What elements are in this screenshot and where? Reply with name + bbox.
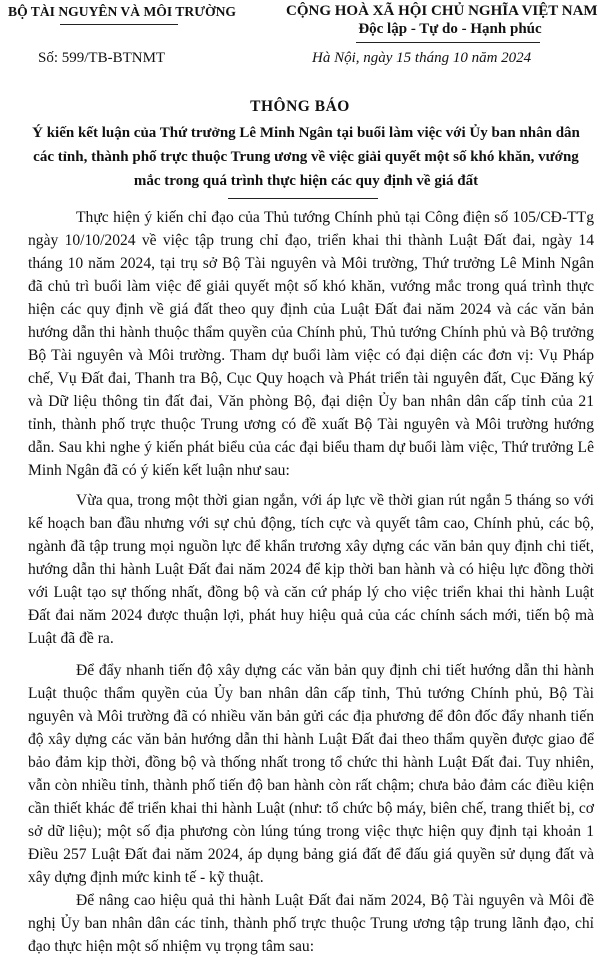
document-type: THÔNG BÁO xyxy=(250,98,350,115)
national-title: CỘNG HOÀ XÃ HỘI CHỦ NGHĨA VIỆT NAM xyxy=(286,3,598,19)
motto-underline xyxy=(356,42,540,43)
body-paragraph: Để đẩy nhanh tiến độ xây dựng các văn bản quy định chi tiết hướng dẫn thi hành Luật thuộc thẩm quyền của Ủy ban nhân dân cấp tỉnh, Thủ tướng Chính phủ, Bộ Tài nguyên và Môi trường đã có nhiều văn bản gửi các địa phương để đôn đốc đẩy nhanh tiến độ xây dựng các văn bản hướng dẫn thi hành Luật Đất đai theo thẩm quyền được giao để bảo đảm kịp thời, đồng bộ và thống nhất trong tổ chức thi hành Luật Đất đai. Tuy nhiên, vẫn còn nhiều tỉnh, thành phố tiến độ ban hành còn rất chậm; chưa bảo đảm các điều kiện cần thiết khác để triển khai thi hành Luật (như: tổ chức bộ máy, biên chế, trang thiết bị, cơ sở dữ liệu); một số địa phương còn lúng túng trong việc thực hiện quy định tại khoản 1 Điều 257 Luật Đất đai năm 2024, áp dụng bảng giá đất để đấu giá quyền sử dụng đất và xây dựng định mức kinh tế - kỹ thuật. xyxy=(28,662,594,886)
document-number: Số: 599/TB-BTNMT xyxy=(38,50,166,66)
subject-underline xyxy=(228,198,378,199)
agency-underline xyxy=(60,24,178,25)
document-body xyxy=(28,206,594,958)
body-paragraph: Để nâng cao hiệu quả thi hành Luật Đất đai năm 2024, Bộ Tài nguyên và Môi đề nghị Ủy ban nhân dân các tỉnh, thành phố trực thuộc Trung ương tập trung lãnh đạo, chỉ đạo thực hiện một số nhiệm vụ trọng tâm sau: xyxy=(28,892,594,955)
issuing-agency: BỘ TÀI NGUYÊN VÀ MÔI TRƯỜNG xyxy=(8,4,236,19)
body-paragraph: Thực hiện ý kiến chỉ đạo của Thủ tướng Chính phủ tại Công điện số 105/CĐ-TTg ngày 10/10/2024 về việc tập trung chỉ đạo, triển khai thi thành Luật Đất đai, ngày 14 tháng 10 năm 2024, tại trụ sở Bộ Tài nguyên và Môi trường, Thứ trưởng Lê Minh Ngân đã chủ trì buổi làm việc để giải quyết một số khó khăn, vướng mắc trong quá trình thực hiện các quy định về giá đất theo quy định của Luật Đất đai năm 2024 và các văn bản hướng dẫn thi hành thuộc thẩm quyền của Chính phủ, Thủ tướng Chính phủ và Bộ trưởng Bộ Tài nguyên và Môi trường. Tham dự buổi làm việc có đại diện các đơn vị: Vụ Pháp chế, Vụ Đất đai, Thanh tra Bộ, Cục Quy hoạch và Phát triển tài nguyên đất, Cục Đăng ký và Dữ liệu thông tin đất đai, Văn phòng Bộ, đại diện Ủy ban nhân dân cấp tỉnh của 21 tỉnh, thành phố trực thuộc Trung ương có đề xuất Bộ Tài nguyên và Môi trường hướng dẫn. Sau khi nghe ý kiến phát biểu của các đại biểu tham dự buổi làm việc, Thứ trưởng Lê Minh Ngân đã có ý kiến kết luận như sau: xyxy=(28,209,594,479)
body-paragraph: Vừa qua, trong một thời gian ngắn, với áp lực về thời gian rút ngắn 5 tháng so với kế hoạch ban đầu nhưng với sự chủ động, tích cực và quyết tâm cao, Chính phủ, các bộ, ngành đã tập trung mọi nguồn lực để khẩn trương xây dựng các văn bản quy định chi tiết, hướng dẫn thi hành Luật Đất đai năm 2024 để kịp thời ban hành và có hiệu lực đồng thời với Luật tạo sự thống nhất, đồng bộ và căn cứ pháp lý cho việc triển khai thi hành Luật Đất đai năm 2024 được thuận lợi, phát huy hiệu quả của các chính sách mới, tiến bộ mà Luật đã đề ra. xyxy=(28,492,594,647)
national-motto: Độc lập - Tự do - Hạnh phúc xyxy=(358,21,542,37)
place-and-date: Hà Nội, ngày 15 tháng 10 năm 2024 xyxy=(312,50,532,66)
document-subject: Ý kiến kết luận của Thứ trưởng Lê Minh Ngân tại buổi làm việc với Ủy ban nhân dân các tỉnh, thành phố trực thuộc Trung ương về việc giải quyết một số khó khăn, vướng mắc trong quá trình thực hiện các quy định về giá đất xyxy=(32,125,580,189)
